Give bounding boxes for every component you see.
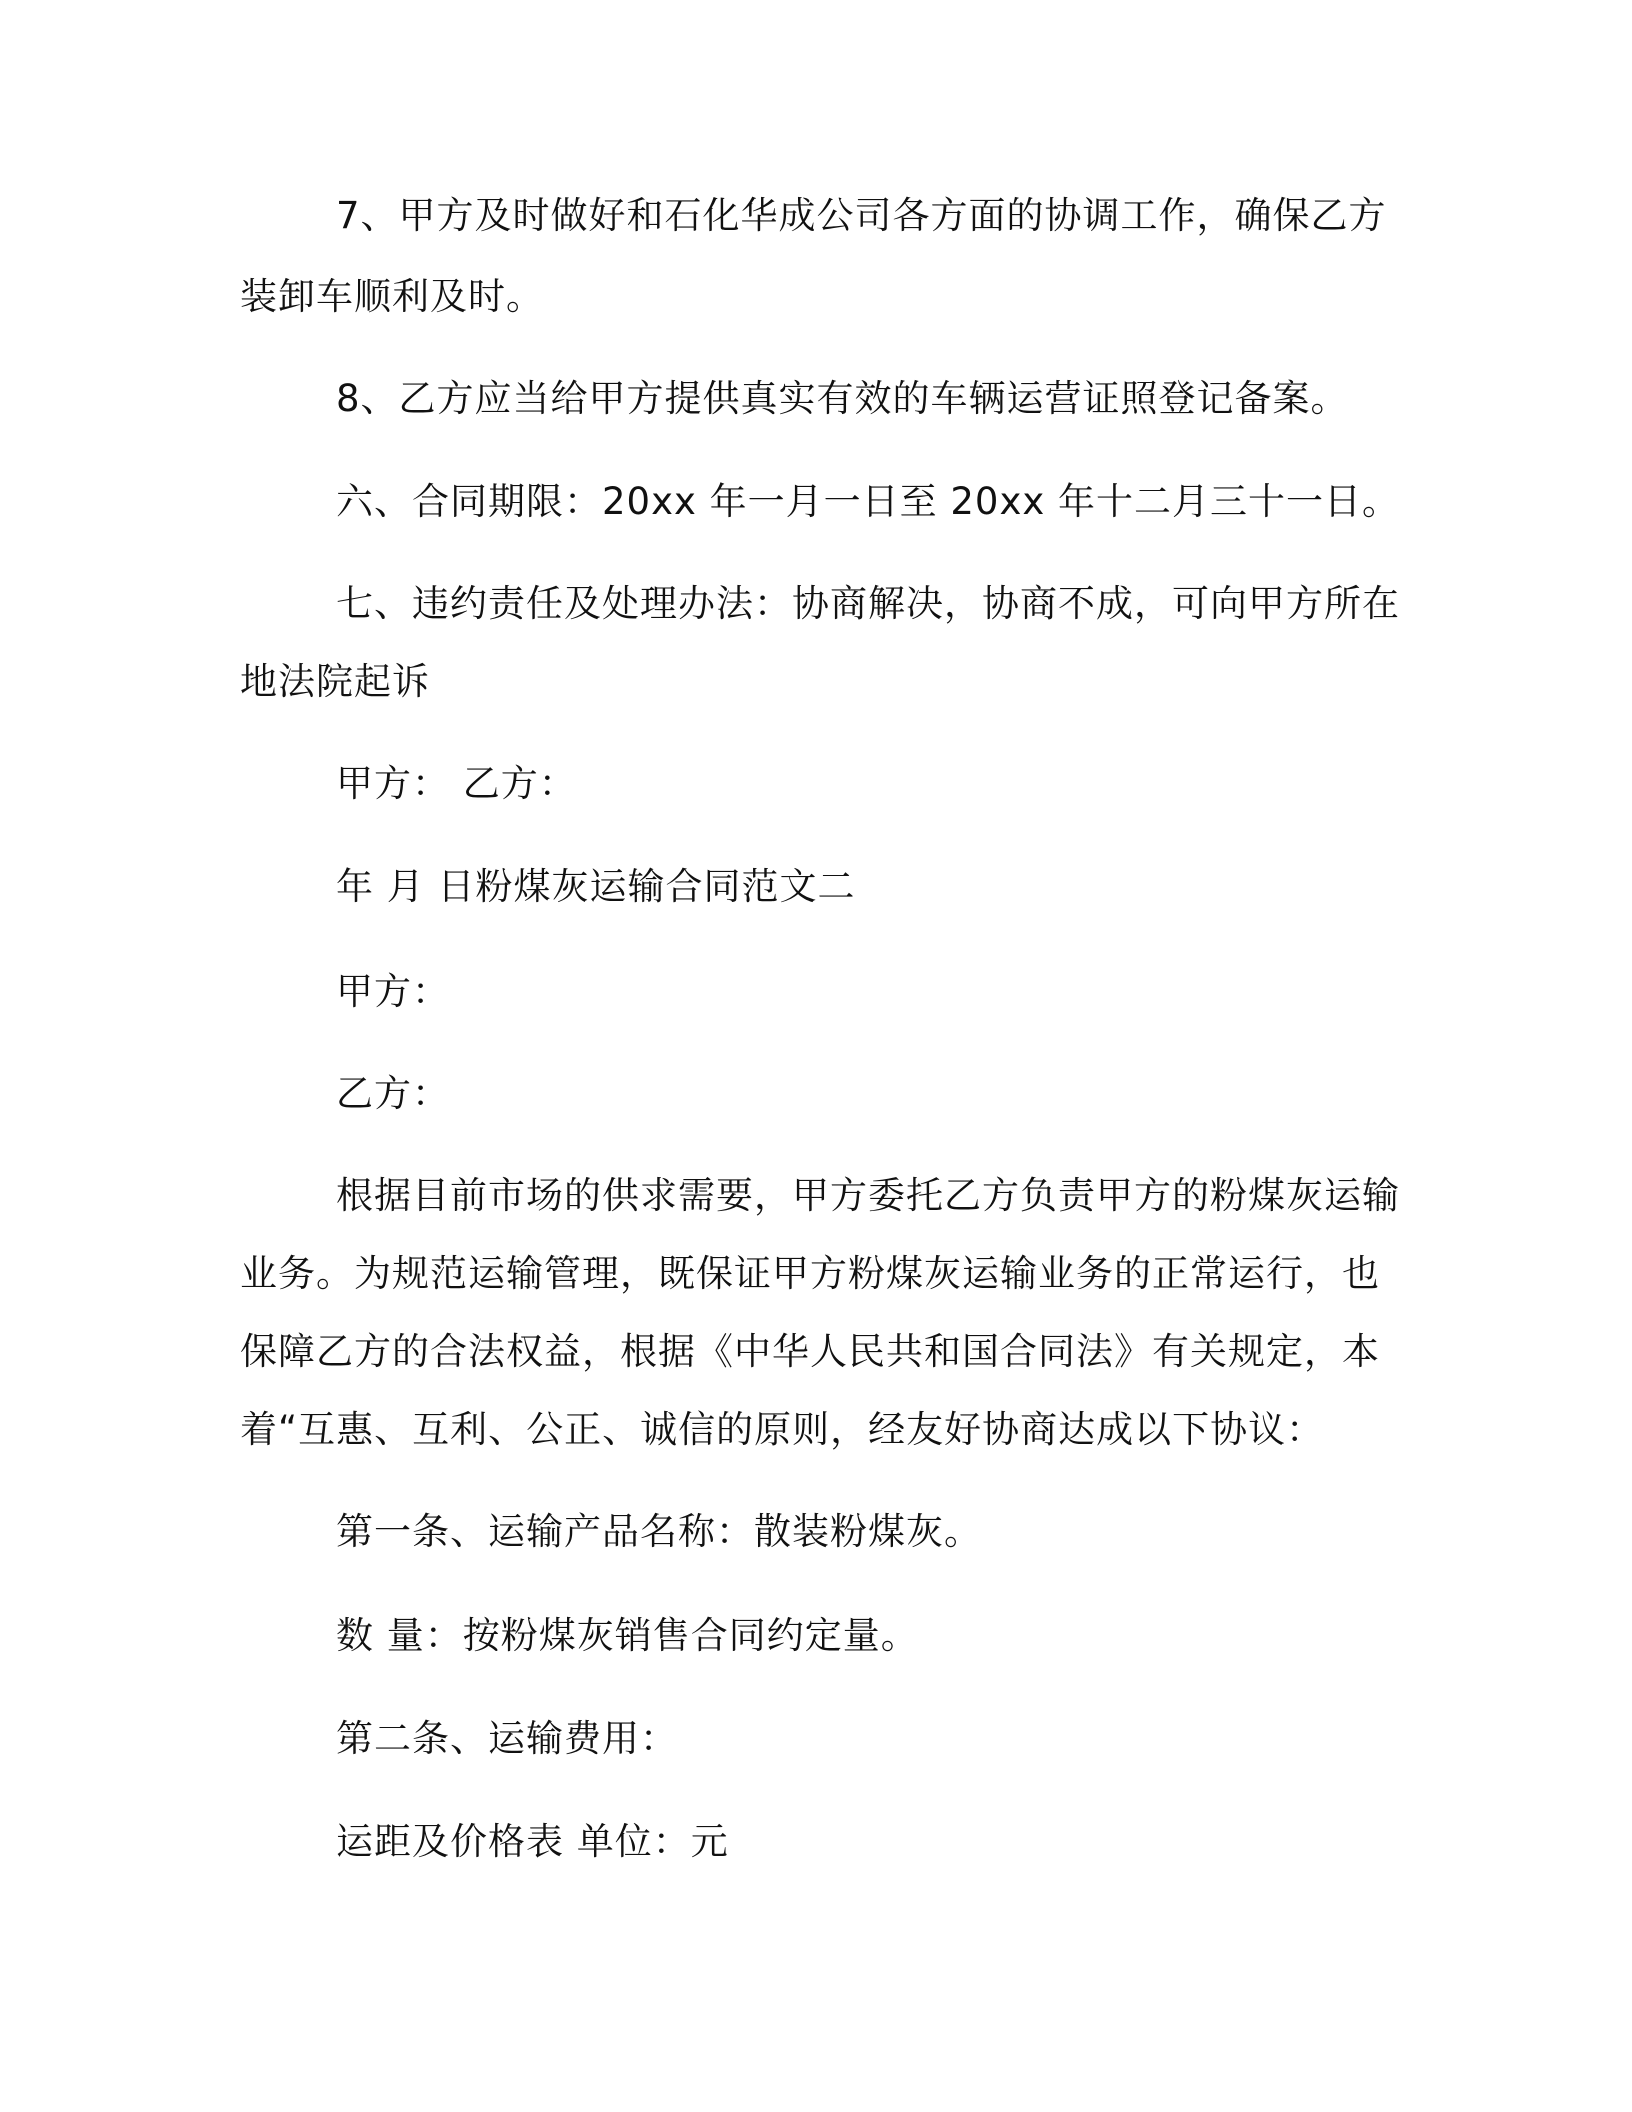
text-line-3: 8、乙方应当给甲方提供真实有效的车辆运营证照登记备案。: [336, 377, 1349, 420]
text-line-7: 甲方： 乙方：: [336, 762, 577, 805]
text-line-16: 数 量：按粉煤灰销售合同约定量。: [336, 1614, 919, 1657]
text-line-8: 年 月 日粉煤灰运输合同范文二: [336, 865, 856, 908]
text-line-12: 业务。为规范运输管理，既保证甲方粉煤灰运输业务的正常运行，也: [240, 1252, 1380, 1295]
text-line-9: 甲方：: [336, 970, 450, 1013]
text-line-2: 装卸车顺利及时。: [240, 275, 544, 318]
text-line-5: 七、违约责任及处理办法：协商解决，协商不成，可向甲方所在: [336, 582, 1400, 625]
text-line-11: 根据目前市场的供求需要，甲方委托乙方负责甲方的粉煤灰运输: [336, 1174, 1400, 1217]
text-line-15: 第一条、运输产品名称：散装粉煤灰。: [336, 1510, 982, 1553]
text-line-4: 六、合同期限：20xx 年一月一日至 20xx 年十二月三十一日。: [336, 480, 1401, 523]
text-line-14: 着“互惠、互利、公正、诚信的原则，经友好协商达成以下协议：: [240, 1408, 1325, 1451]
text-line-18: 运距及价格表 单位：元: [336, 1820, 729, 1863]
text-line-13: 保障乙方的合法权益，根据《中华人民共和国合同法》有关规定，本: [240, 1330, 1380, 1373]
text-line-17: 第二条、运输费用：: [336, 1717, 678, 1760]
text-line-10: 乙方：: [336, 1072, 450, 1115]
text-line-6: 地法院起诉: [240, 660, 430, 703]
text-line-1: 7、甲方及时做好和石化华成公司各方面的协调工作，确保乙方: [336, 194, 1387, 237]
